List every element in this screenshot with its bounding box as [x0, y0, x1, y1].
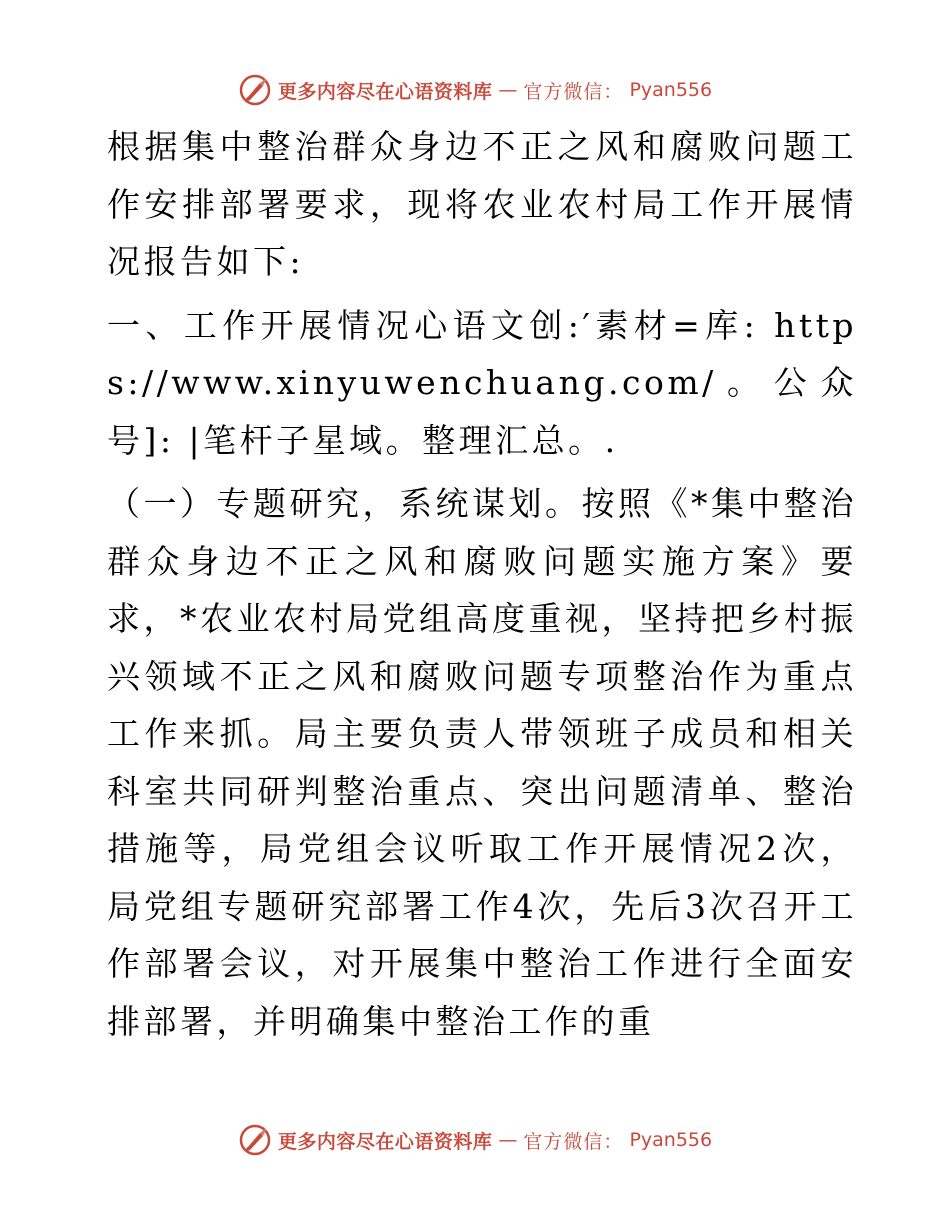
subsection-paragraph: （一）专题研究，系统谋划。按照《*集中整治群众身边不正之风和腐败问题实施方案》要求，*农业农村局党组高度重视，坚持把乡村振兴领域不正之风和腐败问题专项整治作为重点工作来抓。局主要负责人带领班子成员和相关科室共同研判整治重点、突出问题清单、整治措施等，局党组会议听取工作开展情况2次，局党组专题研究部署工作4次，先后3次召开工作部署会议，对开展集中整治工作进行全面安排部署，并明确集中整治工作的重 — [107, 484, 857, 1041]
section-heading-paragraph: 一、工作开展情况心语文创:′素材=库: https://www.xinyuwenchuang.com/。公众号]: |笔杆子星域。整理汇总。. — [107, 305, 857, 460]
watermark-wechat-id: Pyan556 — [629, 1129, 713, 1151]
header-watermark — [0, 70, 950, 110]
watermark-wechat-id: Pyan556 — [629, 79, 713, 101]
watermark-official-label: 官方微信： — [523, 80, 624, 103]
watermark-separator: — — [498, 79, 518, 101]
watermark-separator: — — [498, 1129, 518, 1151]
watermark-official-label: 官方微信： — [523, 1130, 624, 1153]
footer-watermark — [0, 1120, 950, 1160]
watermark-brand-text: 更多内容尽在心语资料库 — [277, 1130, 493, 1153]
quill-pen-logo-icon — [238, 73, 272, 107]
watermark-brand-text: 更多内容尽在心语资料库 — [277, 80, 493, 103]
intro-paragraph: 根据集中整治群众身边不正之风和腐败问题工作安排部署要求，现将农业农村局工作开展情况报告如下: — [107, 127, 857, 281]
document-body — [97, 118, 857, 1056]
quill-pen-logo-icon — [238, 1123, 272, 1157]
